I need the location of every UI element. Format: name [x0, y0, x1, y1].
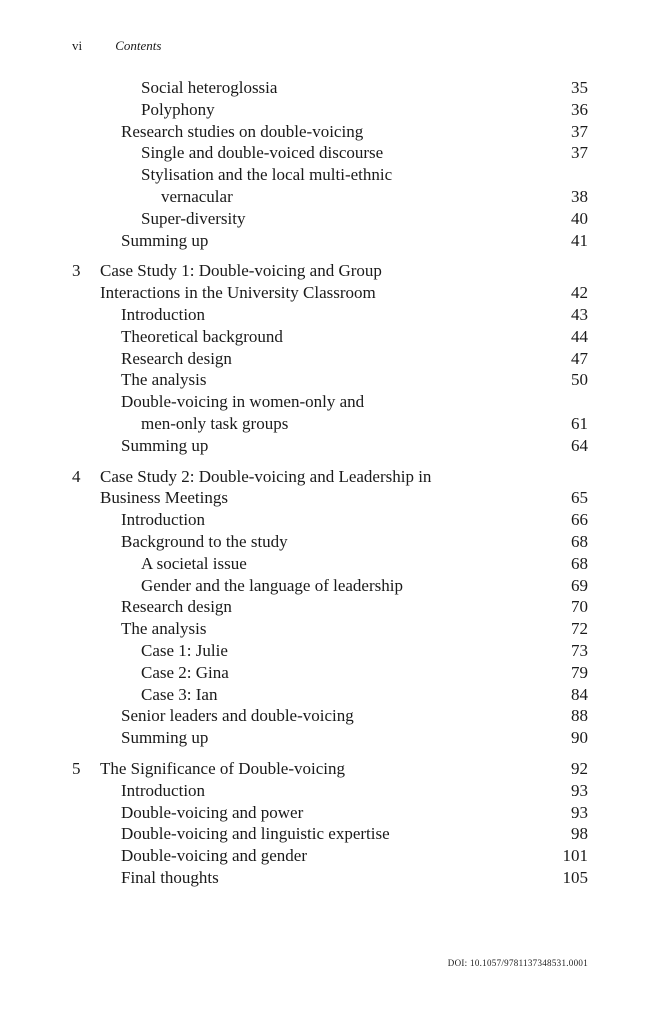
toc-entry-title: A societal issue [141, 553, 247, 573]
toc-entry[interactable] [72, 99, 588, 121]
toc-entry-title: Case Study 2: Double-voicing and Leadership in [100, 466, 432, 486]
toc-chapter[interactable] [72, 758, 588, 780]
toc-entry[interactable] [72, 348, 588, 370]
toc-entry[interactable] [72, 705, 588, 727]
toc-entry-title: Double-voicing and power [121, 802, 304, 822]
toc-entry-title: Theoretical background [121, 326, 283, 346]
toc-entry-title: The analysis [121, 619, 207, 639]
toc-entry[interactable] [72, 304, 588, 326]
section-gap [72, 457, 588, 466]
toc-entry[interactable] [72, 640, 588, 662]
toc-page-number: 93 [571, 802, 588, 822]
toc-entry-title: Single and double-voiced discourse [141, 143, 384, 163]
toc-entry-title: Introduction [121, 780, 206, 800]
toc-entry-title: Summing up [121, 435, 209, 455]
toc-entry[interactable] [72, 369, 588, 391]
toc-page-number: 43 [571, 304, 588, 324]
toc-page-number: 105 [562, 867, 588, 887]
toc-page-number: 50 [571, 370, 588, 390]
toc-entry[interactable] [72, 575, 588, 597]
toc-entry-title: Research design [121, 597, 232, 617]
toc-entry[interactable] [72, 662, 588, 684]
toc-entry-title: Research studies on double-voicing [121, 121, 364, 141]
chapter-number: 4 [72, 466, 81, 486]
toc-entry[interactable] [72, 77, 588, 99]
toc-entry-title: Super-diversity [141, 208, 246, 228]
toc-page-number: 98 [571, 824, 588, 844]
toc-entry-title: Senior leaders and double-voicing [121, 706, 354, 726]
toc-entry-title: Summing up [121, 728, 209, 748]
toc-entry[interactable] [72, 208, 588, 230]
toc-entry-title: Business Meetings [100, 488, 228, 508]
toc-entry-title: Introduction [121, 510, 206, 530]
toc-page-number: 37 [571, 121, 588, 141]
toc-entry-title: Social heteroglossia [141, 78, 278, 97]
toc-entry[interactable] [72, 684, 588, 706]
doi-footer: DOI: 10.1057/9781137348531.0001 [447, 958, 588, 968]
toc-entry-title: Case 2: Gina [141, 662, 229, 682]
toc-page-number: 61 [571, 413, 588, 433]
toc-page-number: 101 [562, 846, 588, 866]
toc-page-number: 47 [571, 348, 588, 368]
toc-entry-title: Introduction [121, 304, 206, 324]
toc-page-number: 35 [571, 78, 588, 97]
chapter-number: 5 [72, 758, 81, 778]
toc-page-number: 79 [571, 662, 588, 682]
toc-entry-title: Double-voicing and gender [121, 846, 307, 866]
toc-page-number: 41 [571, 230, 588, 250]
toc-entry-title: Research design [121, 348, 232, 368]
toc-page-number: 73 [571, 640, 588, 660]
toc-entry[interactable] [72, 845, 588, 867]
toc-page-number: 93 [571, 780, 588, 800]
toc-entry-title: Polyphony [141, 99, 215, 119]
toc-page-number: 84 [571, 684, 588, 704]
toc-page-number: 92 [571, 758, 588, 778]
toc-entry[interactable] [72, 391, 588, 435]
toc-entry-title: Interactions in the University Classroom [100, 283, 376, 303]
toc-entry[interactable] [72, 230, 588, 252]
toc-page-number: 68 [571, 531, 588, 551]
toc-entry-title: Summing up [121, 230, 209, 250]
running-head [72, 38, 161, 54]
toc-chapter[interactable] [72, 260, 588, 304]
section-gap [72, 749, 588, 758]
toc-entry-title: Double-voicing in women-only and [121, 392, 365, 412]
toc-entry-title: Case Study 1: Double-voicing and Group [100, 261, 382, 281]
toc-page-number: 38 [571, 186, 588, 206]
toc-entry-title: vernacular [161, 186, 233, 206]
toc-page-number: 65 [571, 488, 588, 508]
toc-entry[interactable] [72, 823, 588, 845]
toc-page-number: 64 [571, 435, 588, 455]
toc-entry-title: The Significance of Double-voicing [100, 758, 346, 778]
toc-page-number: 88 [571, 706, 588, 726]
page-number: vi [72, 38, 83, 53]
toc-page-number: 36 [571, 99, 588, 119]
toc-entry-title: Final thoughts [121, 867, 219, 887]
toc-page-number: 40 [571, 208, 588, 228]
toc-entry[interactable] [72, 727, 588, 749]
toc-entry[interactable] [72, 531, 588, 553]
toc-page-number: 44 [571, 326, 588, 346]
toc-entry[interactable] [72, 867, 588, 889]
toc-chapter[interactable] [72, 466, 588, 510]
toc-entry-title: Gender and the language of leadership [141, 575, 403, 595]
toc-entry[interactable] [72, 509, 588, 531]
toc-page-number: 69 [571, 575, 588, 595]
table-of-contents [72, 77, 588, 889]
toc-entry[interactable] [72, 121, 588, 143]
toc-page-number: 66 [571, 510, 588, 530]
toc-entry-title: Background to the study [121, 531, 288, 551]
toc-entry[interactable] [72, 164, 588, 208]
toc-entry-title: Case 3: Ian [141, 684, 218, 704]
toc-entry-title: Case 1: Julie [141, 640, 228, 660]
toc-entry-title: men-only task groups [141, 413, 289, 433]
toc-entry[interactable] [72, 618, 588, 640]
toc-entry-title: Stylisation and the local multi-ethnic [141, 165, 393, 185]
toc-entry[interactable] [72, 596, 588, 618]
toc-entry[interactable] [72, 553, 588, 575]
toc-entry[interactable] [72, 142, 588, 164]
toc-page-number: 37 [571, 143, 588, 163]
toc-entry-title: Double-voicing and linguistic expertise [121, 824, 390, 844]
toc-page-number: 90 [571, 728, 588, 748]
toc-page-number: 72 [571, 619, 588, 639]
section-gap [72, 251, 588, 260]
toc-entry[interactable] [72, 326, 588, 348]
running-title: Contents [115, 38, 162, 53]
toc-page-number: 70 [571, 597, 588, 617]
chapter-number: 3 [72, 261, 81, 281]
toc-entry-title: The analysis [121, 370, 207, 390]
toc-page-number: 42 [571, 283, 588, 303]
toc-page-number: 68 [571, 553, 588, 573]
toc-entry[interactable] [72, 780, 588, 802]
toc-entry[interactable] [72, 435, 588, 457]
toc-entry[interactable] [72, 802, 588, 824]
